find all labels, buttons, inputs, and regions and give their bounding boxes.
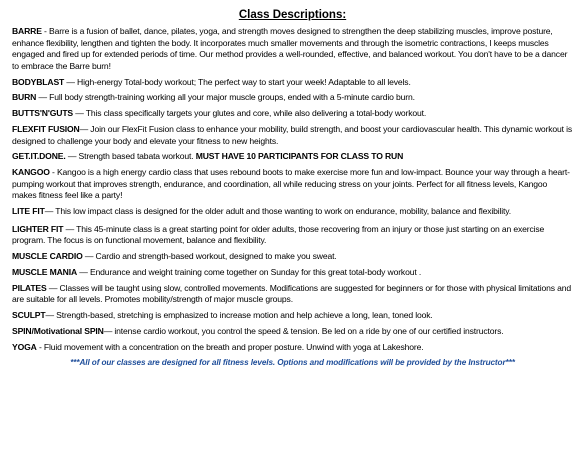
page-title: Class Descriptions:	[238, 9, 347, 21]
class-description: This class specifically targets your glutes and core, while also delivering a total-body workout.	[85, 108, 427, 119]
class-description: Join our FlexFit Fusion class to enhance your mobility, build strength, and boost your cardiovascular health. This dynamic workout is designed to challenge your body and elevate your fitness to new heights.	[12, 123, 573, 146]
participation-requirement: MUST HAVE 10 PARTICIPANTS FOR CLASS TO RUN	[193, 151, 404, 162]
class-entry-spin: SPIN/Motivational SPIN— intense cardio workout, you control the speed & tension. Be led on a ride by one of our certified instructors.	[12, 325, 504, 336]
class-name: BURN	[12, 92, 37, 103]
class-description: This low impact class is designed for the older adult and those wanting to work on endurance, mobility, balance and flexibility.	[55, 206, 512, 217]
class-entry-kangoo: KANGOO - Kangoo is a high energy cardio class that uses rebound boots to make exercise more fun and low-impact. Bounce your way through a heart-pumping workout that improves strength, endurance, and coordination, all while reducing stress on your joints. Perfect for all fitness levels, Kangoo makes fitness feel like a party!	[12, 167, 570, 201]
class-entry-barre: BARRE - Barre is a fusion of ballet, dance, pilates, yoga, and strength moves designed to strengthen the deep stabilizing muscles, improve posture, enhance flexibility, lengthen and tighten the body. It incorporates much smaller movements and through the isometric contractions, I keeps muscles engaged and fired up for extended periods of time. Our method provides a well-rounded, effective, and balanced workout. You don't have to be a dancer to embrace the Barre burn!	[12, 26, 568, 71]
class-description: Strength-based, stretching is emphasized to increase motion and help achieve a long, lean, toned look.	[56, 309, 433, 320]
class-entry-bodyblast: BODYBLAST — High-energy Total-body workout; The perfect way to start your week! Adaptable to all levels.	[12, 76, 411, 87]
class-entry-yoga: YOGA - Fluid movement with a concentration on the breath and proper posture. Unwind with yoga at Lakeshore.	[12, 341, 424, 352]
class-entry-burn: BURN — Full body strength-training working all your major muscle groups, ended with a 5-minute cardio burn.	[12, 92, 415, 103]
class-name: SPIN/Motivational SPIN	[12, 325, 104, 336]
class-name: KANGOO	[12, 167, 50, 178]
class-entry-get-it-done: GET.IT.DONE. — Strength based tabata workout. MUST HAVE 10 PARTICIPANTS FOR CLASS TO RUN	[12, 151, 404, 162]
class-name: YOGA	[12, 341, 37, 352]
class-entry-muscle-mania: MUSCLE MANIA — Endurance and weight training come together on Sunday for this great total-body workout .	[12, 266, 422, 277]
class-description: High-energy Total-body workout; The perfect way to start your week! Adaptable to all levels.	[77, 76, 411, 87]
class-name: BODYBLAST	[12, 76, 65, 87]
class-description: intense cardio workout, you control the speed & tension. Be led on a ride by one of our certified instructors.	[114, 325, 504, 336]
class-entry-sculpt: SCULPT— Strength-based, stretching is emphasized to increase motion and help achieve a long, lean, toned look.	[12, 309, 433, 320]
class-name: FLEXFIT FUSION	[12, 123, 80, 134]
class-description: Classes will be taught using slow, controlled movements. Modifications are suggested for beginners or for those with physical limitations and are suitable for all levels. Promotes mobility/strength of major muscle groups.	[12, 282, 571, 305]
footer-note: ***All of our classes are designed for all fitness levels. Options and modifications will be provided by the Instructor***	[70, 358, 515, 368]
class-entry-lite-fit: LITE FIT— This low impact class is designed for the older adult and those wanting to work on endurance, mobility, balance and flexibility.	[12, 206, 512, 217]
class-name: MUSCLE CARDIO	[12, 251, 83, 261]
class-name: LIGHTER FIT	[12, 223, 64, 234]
class-description: Endurance and weight training come together on Sunday for this great total-body workout .	[89, 266, 422, 277]
class-name: MUSCLE MANIA	[12, 266, 78, 277]
class-description: Barre is a fusion of ballet, dance, pilates, yoga, and strength moves designed to strengthen the deep stabilizing muscles, improve posture, enhance flexibility, lengthen and tighten the body. It incorporates much smaller movements and through the isometric contractions, I keeps muscles engaged and fired up for extended periods of time. Our method provides a well-rounded, effective, and balanced workout. You don't have to be a dancer to embrace the Barre burn!	[12, 26, 568, 71]
class-name: BARRE	[12, 26, 42, 36]
class-name: BUTTS'N'GUTS	[12, 108, 74, 119]
class-description: Fluid movement with a concentration on the breath and proper posture. Unwind with yoga at Lakeshore.	[43, 341, 424, 352]
class-description: Full body strength-training working all your major muscle groups, ended with a 5-minute cardio burn.	[49, 92, 415, 103]
class-entry-muscle-cardio: MUSCLE CARDIO — Cardio and strength-based workout, designed to make you sweat.	[12, 251, 337, 261]
class-name: LITE FIT	[12, 206, 45, 217]
class-description: Strength based tabata workout.	[78, 151, 194, 162]
class-name: SCULPT	[12, 309, 46, 320]
class-entry-butts-n-guts: BUTTS'N'GUTS — This class specifically targets your glutes and core, while also delivering a total-body workout.	[12, 108, 427, 119]
class-entry-lighter-fit: LIGHTER FIT — This 45-minute class is a great starting point for older adults, those recovering from an injury or those just starting on an exercise program. The focus is on functional movement, balance and flexibility.	[12, 223, 545, 246]
class-name: PILATES	[12, 282, 47, 293]
class-description: This 45-minute class is a great starting point for older adults, those recovering from an injury or those just starting on an exercise program. The focus is on functional movement, balance and flexibility.	[12, 223, 545, 246]
class-entry-flexfit-fusion: FLEXFIT FUSION— Join our FlexFit Fusion class to enhance your mobility, build strength, and boost your cardiovascular health. This dynamic workout is designed to challenge your body and elevate your fitness to new heights.	[12, 123, 573, 146]
class-name: GET.IT.DONE.	[12, 151, 66, 162]
class-description: Kangoo is a high energy cardio class that uses rebound boots to make exercise more fun and low-impact. Bounce your way through a heart-pumping workout that improves strength, endurance, and coordination, all while reducing stress on your joints. Perfect for all fitness levels, Kangoo makes fitness feel like a party!	[12, 167, 570, 201]
class-description: Cardio and strength-based workout, designed to make you sweat.	[95, 251, 337, 261]
class-entry-pilates: PILATES — Classes will be taught using slow, controlled movements. Modifications are suggested for beginners or for those with physical limitations and are suitable for all levels. Promotes mobility/strength of major muscle groups.	[12, 282, 571, 305]
